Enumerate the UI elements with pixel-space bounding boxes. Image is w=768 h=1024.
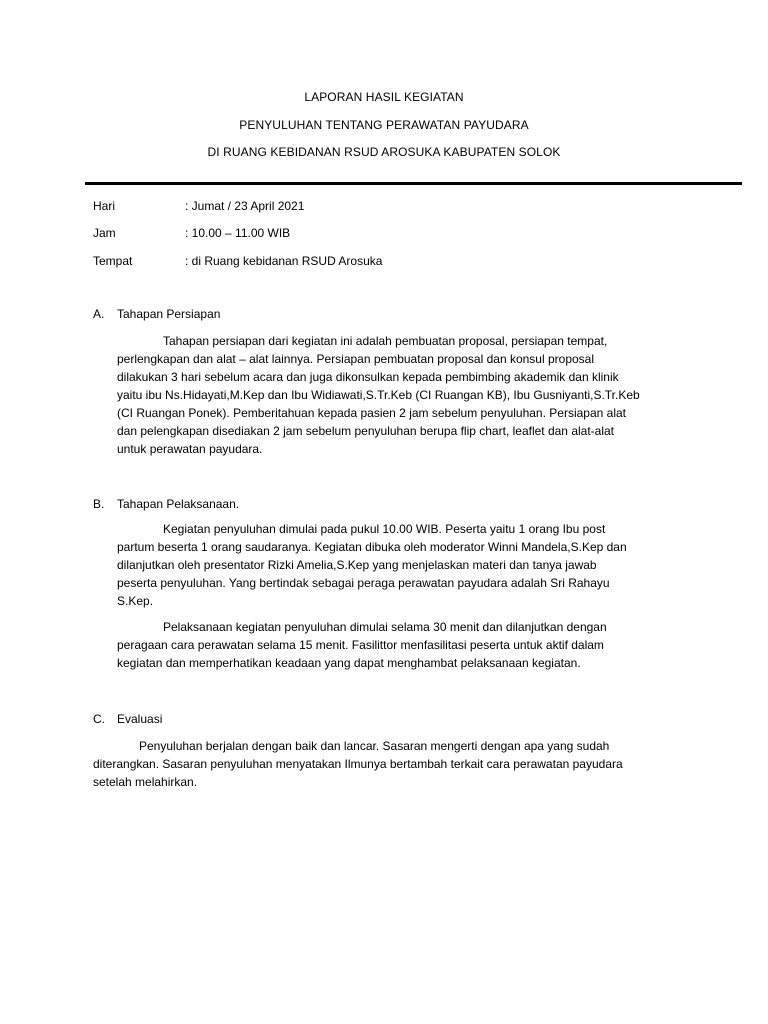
paragraph-line: S.Kep. [117, 594, 154, 608]
info-label: Tempat [93, 254, 133, 268]
paragraph-line: kegiatan dan memperhatikan keadaan yang dapat menghambat pelaksanaan kegiatan. [117, 656, 581, 670]
paragraph-line: dilakukan 3 hari sebelum acara dan juga dikonsulkan kepada pembimbing akademik dan klinik [117, 370, 619, 384]
section-letter: A. [93, 307, 105, 321]
section-title: Tahapan Pelaksanaan. [117, 497, 240, 511]
section-b-paragraph-2 [117, 618, 607, 672]
section-letter: C. [93, 712, 105, 726]
paragraph-line: diterangkan. Sasaran penyuluhan menyatakan Ilmunya bertambah terkait cara perawatan payudara [93, 757, 623, 771]
report-location: DI RUANG KEBIDANAN RSUD AROSUKA KABUPATEN SOLOK [207, 145, 561, 159]
paragraph-line: Penyuluhan berjalan dengan baik dan lancar. Sasaran mengerti dengan apa yang sudah [139, 739, 610, 753]
report-subtitle: PENYULUHAN TENTANG PERAWATAN PAYUDARA [239, 118, 529, 132]
header-divider [85, 182, 742, 185]
section-a-paragraph [117, 332, 640, 458]
info-value: : di Ruang kebidanan RSUD Arosuka [185, 254, 383, 268]
info-label: Jam [93, 226, 116, 240]
paragraph-line: untuk perawatan payudara. [117, 442, 263, 456]
report-title: LAPORAN HASIL KEGIATAN [304, 90, 464, 104]
section-title: Tahapan Persiapan [117, 307, 221, 321]
info-label: Hari [93, 199, 116, 213]
section-title: Evaluasi [117, 712, 163, 726]
paragraph-line: Pelaksanaan kegiatan penyuluhan dimulai selama 30 menit dan dilanjutkan dengan [163, 620, 607, 634]
paragraph-line: Tahapan persiapan dari kegiatan ini adalah pembuatan proposal, persiapan tempat, [163, 334, 608, 348]
paragraph-line: (CI Ruangan Ponek). Pemberitahuan kepada pasien 2 jam sebelum penyuluhan. Persiapan alat [117, 406, 626, 420]
paragraph-line: peserta penyuluhan. Yang bertindak sebagai peraga perawatan payudara adalah Sri Rahayu [117, 576, 610, 590]
paragraph-line: perlengkapan dan alat – alat lainnya. Persiapan pembuatan proposal dan konsul proposal [117, 352, 595, 366]
info-value: : 10.00 – 11.00 WIB [185, 226, 291, 240]
paragraph-line: dan pelengkapan disediakan 2 jam sebelum penyuluhan berupa flip chart, leaflet dan alat-alat [117, 424, 615, 438]
paragraph-line: partum beserta 1 orang saudaranya. Kegiatan dibuka oleh moderator Winni Mandela,S.Kep dan [117, 540, 627, 554]
paragraph-line: yaitu ibu Ns.Hidayati,M.Kep dan Ibu Widiawati,S.Tr.Keb (CI Ruangan KB), Ibu Gusniyanti,S.Tr.Keb [117, 388, 640, 402]
paragraph-line: peragaan cara perawatan selama 15 menit. Fasilittor menfasilitasi peserta untuk aktif dalam [117, 638, 604, 652]
paragraph-line: dilanjutkan oleh presentator Rizki Amelia,S.Kep yang menjelaskan materi dan tanya jawab [117, 558, 597, 572]
section-letter: B. [93, 497, 105, 511]
info-value: : Jumat / 23 April 2021 [185, 199, 305, 213]
info-row-tempat [93, 252, 733, 270]
section-b-paragraph-1 [117, 520, 627, 610]
info-row-jam [93, 224, 733, 242]
section-c-paragraph [93, 737, 623, 791]
paragraph-line: setelah melahirkan. [93, 775, 198, 789]
info-row-hari [93, 197, 733, 215]
paragraph-line: Kegiatan penyuluhan dimulai pada pukul 10.00 WIB. Peserta yaitu 1 orang Ibu post [163, 522, 606, 536]
